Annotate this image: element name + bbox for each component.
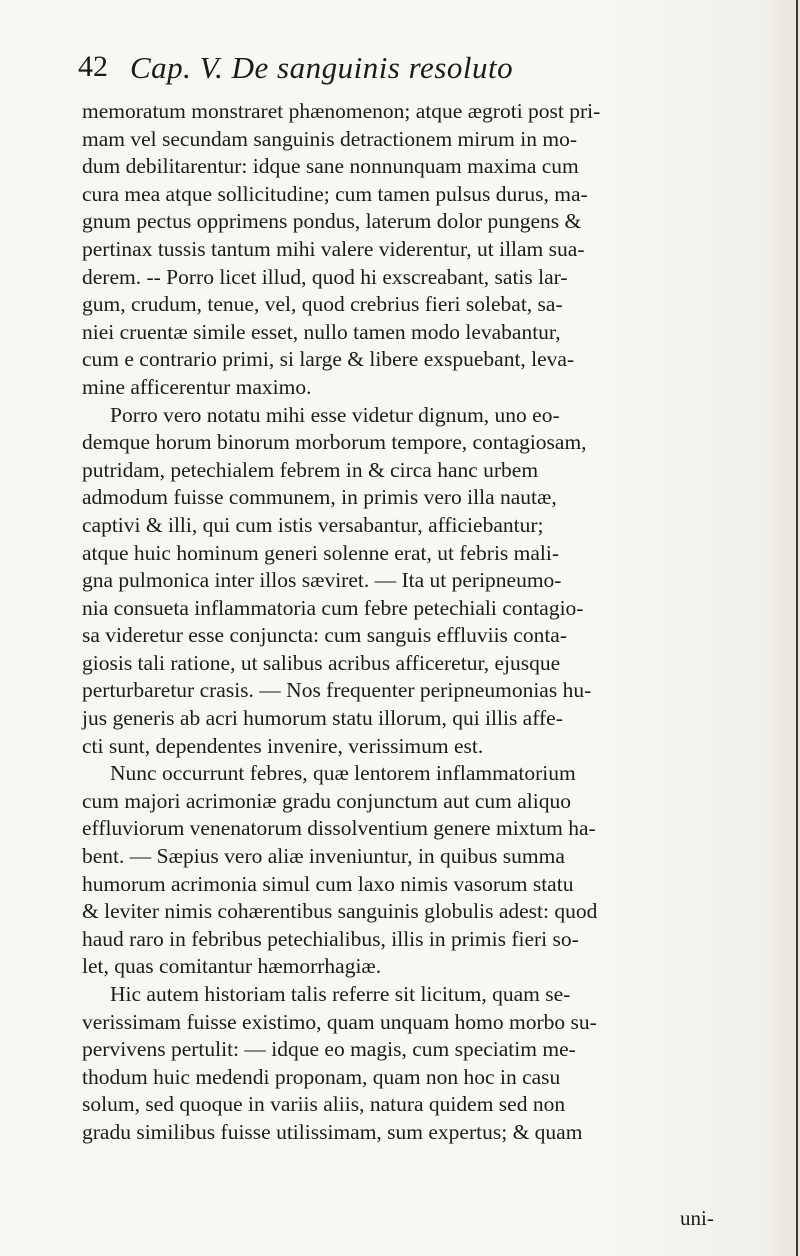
text-line: gna pulmonica inter illos sæviret. — Ita ut peripneumo- (82, 568, 562, 593)
paragraph-start-line: Hic autem historiam talis referre sit licitum, quam se- (110, 982, 571, 1006)
text-line: cti sunt, dependentes invenire, verissimum est. (82, 733, 484, 758)
text-line: pertinax tussis tantum mihi valere viderentur, ut illam sua- (82, 236, 585, 261)
text-line: effluviorum venenatorum dissolventium genere mixtum ha- (82, 816, 596, 841)
text-line: nia consueta inflammatoria cum febre petechiali contagio- (82, 595, 584, 620)
text-line: captivi & illi, qui cum istis versabantur, afficiebantur; (82, 512, 544, 537)
text-line: admodum fuisse communem, in primis vero illa nautæ, (82, 485, 557, 510)
text-line: gum, crudum, tenue, vel, quod crebrius fieri solebat, sa- (82, 292, 563, 317)
text-line: jus generis ab acri humorum statu illorum, qui illis affe- (82, 706, 563, 731)
body-text (82, 98, 790, 1147)
text-line: demque horum binorum morborum tempore, contagiosam, (82, 430, 587, 455)
text-line: mine afficerentur maximo. (82, 374, 312, 399)
text-line: atque huic hominum generi solenne erat, ut febris mali- (82, 540, 560, 565)
text-line: humorum acrimonia simul cum laxo nimis vasorum statu (82, 871, 574, 896)
text-line: derem. -- Porro licet illud, quod hi exscreabant, satis lar- (82, 264, 568, 289)
text-line: cura mea atque sollicitudine; cum tamen pulsus durus, ma- (82, 181, 588, 206)
text-line: giosis tali ratione, ut salibus acribus afficeretur, ejusque (82, 650, 561, 675)
text-line: solum, sed quoque in variis aliis, natura quidem sed non (82, 1092, 566, 1117)
text-line: thodum huic medendi proponam, quam non hoc in casu (82, 1064, 561, 1089)
text-line: dum debilitarentur: idque sane nonnunquam maxima cum (82, 154, 579, 179)
text-line: memoratum monstraret phænomenon; atque ægroti post pri- (82, 99, 601, 123)
text-line: sa videretur esse conjuncta: cum sanguis effluviis conta- (82, 623, 567, 648)
text-line: mam vel secundam sanguinis detractionem mirum in mo- (82, 126, 577, 151)
page-number: 42 (78, 50, 108, 83)
running-title: Cap. V. De sanguinis resoluto (130, 50, 514, 85)
text-line: putridam, petechialem febrem in & circa hanc urbem (82, 457, 539, 482)
text-line: & leviter nimis cohærentibus sanguinis globulis adest: quod (82, 899, 598, 924)
paragraph-start-line: Porro vero notatu mihi esse videtur dignum, uno eo- (110, 402, 560, 427)
text-line: gnum pectus opprimens pondus, laterum dolor pungens & (82, 209, 582, 234)
text-line: verissimam fuisse existimo, quam unquam homo morbo su- (82, 1009, 597, 1034)
text-line: cum e contrario primi, si large & libere exspuebant, leva- (82, 347, 575, 372)
page-edge-shadow (796, 0, 798, 1256)
text-line: haud raro in febribus petechialibus, illis in primis fieri so- (82, 926, 579, 951)
text-line: bent. — Sæpius vero aliæ inveniuntur, in quibus summa (82, 844, 565, 869)
text-line: gradu similibus fuisse utilissimam, sum expertus; & quam (82, 1119, 583, 1144)
text-line: pervivens pertulit: — idque eo magis, cum speciatim me- (82, 1037, 576, 1062)
text-line: perturbaretur crasis. — Nos frequenter peripneumonias hu- (82, 678, 592, 703)
text-line: niei cruentæ simile esset, nullo tamen modo levabantur, (82, 319, 561, 344)
text-line: cum majori acrimoniæ gradu conjunctum aut cum aliquo (82, 788, 571, 813)
catchword: uni- (680, 1206, 714, 1230)
running-header (78, 50, 698, 96)
text-line: let, quas comitantur hæmorrhagiæ. (82, 954, 382, 979)
paragraph-start-line: Nunc occurrunt febres, quæ lentorem inflammatorium (110, 761, 576, 786)
